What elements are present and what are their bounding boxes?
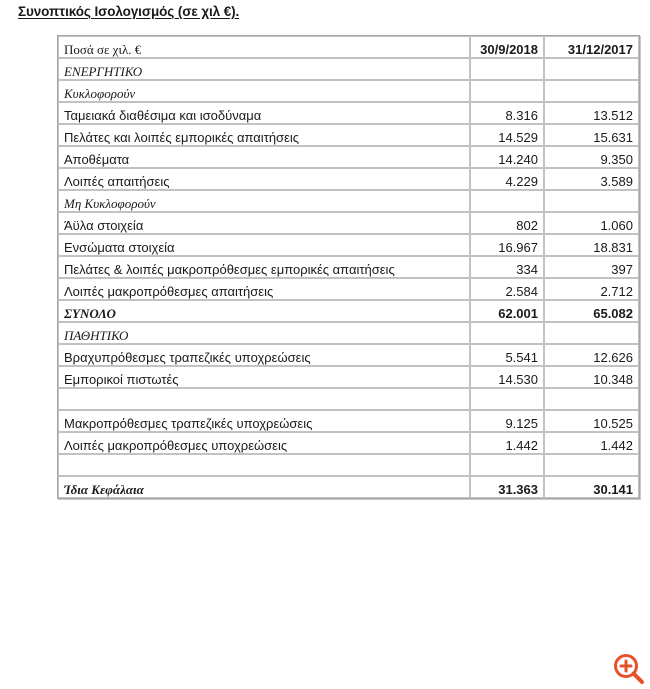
row-value-period2-cell: 1.442 [544, 432, 639, 454]
row-value-period1-cell [470, 388, 544, 410]
table-row [58, 432, 639, 454]
row-label-cell: Άϋλα στοιχεία [58, 212, 470, 234]
row-label-cell: Κυκλοφορούν [58, 80, 470, 102]
row-label-cell [58, 454, 470, 476]
row-value-period2-cell: 31/12/2017 [544, 36, 639, 58]
row-value-period1-cell [470, 322, 544, 344]
row-value-period2-cell: 2.712 [544, 278, 639, 300]
row-value-period2-cell: 18.831 [544, 234, 639, 256]
table-row [58, 476, 639, 498]
row-label-cell: Μακροπρόθεσμες τραπεζικές υποχρεώσεις [58, 410, 470, 432]
table-row [58, 102, 639, 124]
table-row [58, 212, 639, 234]
table-row [58, 190, 639, 212]
row-value-period2-cell: 13.512 [544, 102, 639, 124]
row-label-cell: Βραχυπρόθεσμες τραπεζικές υποχρεώσεις [58, 344, 470, 366]
row-value-period2-cell: 10.348 [544, 366, 639, 388]
table-row [58, 168, 639, 190]
row-value-period1-cell [470, 190, 544, 212]
row-value-period2-cell [544, 80, 639, 102]
table-row [58, 366, 639, 388]
table-row [58, 256, 639, 278]
table-row [58, 410, 639, 432]
table-row [58, 36, 639, 58]
row-value-period1-cell: 1.442 [470, 432, 544, 454]
table-row [58, 388, 639, 410]
balance-sheet-table-body [58, 36, 639, 498]
row-value-period2-cell: 12.626 [544, 344, 639, 366]
row-value-period1-cell: 802 [470, 212, 544, 234]
table-row [58, 146, 639, 168]
row-label-cell [58, 388, 470, 410]
row-value-period1-cell: 30/9/2018 [470, 36, 544, 58]
row-value-period1-cell: 31.363 [470, 476, 544, 498]
row-label-cell: Εμπορικοί πιστωτές [58, 366, 470, 388]
row-value-period1-cell: 14.240 [470, 146, 544, 168]
row-value-period1-cell: 16.967 [470, 234, 544, 256]
row-value-period2-cell [544, 388, 639, 410]
row-value-period1-cell: 14.530 [470, 366, 544, 388]
row-label-cell: ΕΝΕΡΓΗΤΙΚΟ [58, 58, 470, 80]
table-row [58, 344, 639, 366]
row-label-cell: Λοιπές μακροπρόθεσμες υποχρεώσεις [58, 432, 470, 454]
row-value-period2-cell: 30.141 [544, 476, 639, 498]
row-value-period2-cell: 65.082 [544, 300, 639, 322]
row-value-period2-cell: 10.525 [544, 410, 639, 432]
row-label-cell: Αποθέματα [58, 146, 470, 168]
magnifier-plus-icon[interactable] [612, 652, 646, 686]
table-row [58, 454, 639, 476]
table-row [58, 58, 639, 80]
row-value-period1-cell [470, 58, 544, 80]
row-value-period2-cell: 3.589 [544, 168, 639, 190]
row-label-cell: Ίδια Κεφάλαια [58, 476, 470, 498]
row-label-cell: Ενσώματα στοιχεία [58, 234, 470, 256]
row-value-period2-cell [544, 190, 639, 212]
table-row [58, 278, 639, 300]
row-value-period1-cell: 9.125 [470, 410, 544, 432]
page-title: Συνοπτικός Ισολογισμός (σε χιλ €). [18, 4, 240, 19]
row-value-period1-cell [470, 80, 544, 102]
row-label-cell: Μη Κυκλοφορούν [58, 190, 470, 212]
table-row [58, 322, 639, 344]
row-value-period2-cell: 1.060 [544, 212, 639, 234]
row-value-period2-cell [544, 454, 639, 476]
table-row [58, 124, 639, 146]
row-label-cell: Λοιπές μακροπρόθεσμες απαιτήσεις [58, 278, 470, 300]
row-value-period1-cell: 8.316 [470, 102, 544, 124]
row-label-cell: Πελάτες και λοιπές εμπορικές απαιτήσεις [58, 124, 470, 146]
row-label-cell: ΣΥΝΟΛΟ [58, 300, 470, 322]
row-value-period1-cell: 334 [470, 256, 544, 278]
row-value-period1-cell: 2.584 [470, 278, 544, 300]
row-value-period2-cell [544, 58, 639, 80]
balance-sheet-table [57, 35, 640, 499]
row-label-cell: Λοιπές απαιτήσεις [58, 168, 470, 190]
row-value-period1-cell: 62.001 [470, 300, 544, 322]
row-label-cell: Πελάτες & λοιπές μακροπρόθεσμες εμπορικές απαιτήσεις [58, 256, 470, 278]
row-value-period1-cell [470, 454, 544, 476]
row-label-cell: Ποσά σε χιλ. € [58, 36, 470, 58]
row-value-period1-cell: 4.229 [470, 168, 544, 190]
table-row [58, 234, 639, 256]
balance-sheet-table-container [57, 35, 638, 499]
row-value-period1-cell: 14.529 [470, 124, 544, 146]
table-row [58, 80, 639, 102]
row-value-period2-cell [544, 322, 639, 344]
table-row [58, 300, 639, 322]
row-value-period1-cell: 5.541 [470, 344, 544, 366]
row-value-period2-cell: 15.631 [544, 124, 639, 146]
row-value-period2-cell: 397 [544, 256, 639, 278]
row-value-period2-cell: 9.350 [544, 146, 639, 168]
row-label-cell: Ταμειακά διαθέσιμα και ισοδύναμα [58, 102, 470, 124]
row-label-cell: ΠΑΘΗΤΙΚΟ [58, 322, 470, 344]
